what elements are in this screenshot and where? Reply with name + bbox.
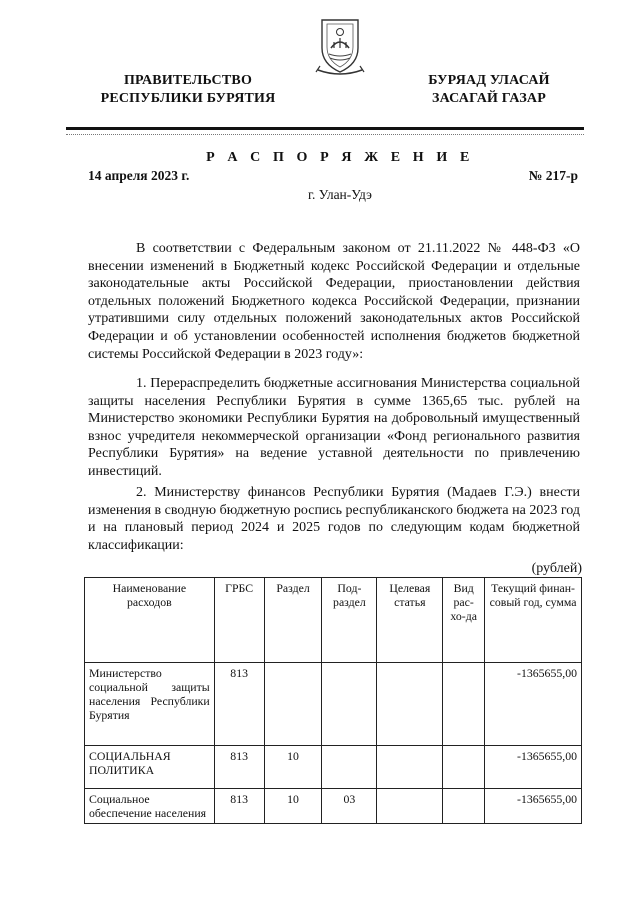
header-amount: Текущий финан-совый год, сумма (485, 578, 582, 663)
cell-subsection (322, 663, 377, 746)
cell-grbs: 813 (214, 789, 264, 824)
preamble-paragraph: В соответствии с Федеральным законом от 21.11.2022 № 448-ФЗ «О внесении изменений в Бюджетный кодекс Российской Федерации и отдельные законодательные акты Российской Федерации, приостановлении действия отдельных положений Бюджетного кодекса Российской Федерации, признании утратившими силу отдельных положений законодательных актов Российской Федерации и об установлении особенностей исполнения бюджетов бюджетной системы Российской Федерации в 2023 году»: (88, 241, 580, 362)
cell-section: 10 (264, 746, 322, 789)
document-date: 14 апреля 2023 г. (88, 168, 190, 183)
document-city: г. Улан-Удэ (308, 187, 372, 202)
table-unit-label: (рублей) (531, 561, 582, 576)
cell-target (377, 789, 443, 824)
cell-target (377, 746, 443, 789)
coat-of-arms-icon (314, 14, 366, 76)
cell-target (377, 663, 443, 746)
header-name: Наименование расходов (85, 578, 215, 663)
cell-subsection (322, 746, 377, 789)
table-row (85, 789, 582, 824)
document-number: № 217-р (528, 168, 578, 183)
item-2-paragraph: 2. Министерству финансов Республики Бурятия (Мадаев Г.Э.) внести изменения в сводную бюджетную роспись республиканского бюджета на 2023 год и на плановый период 2024 и 2025 годов по следующим кодам бюджетной классификации: (88, 485, 580, 553)
item-1-paragraph: 1. Перераспределить бюджетные ассигнования Министерства социальной защиты населения Республики Бурятия в сумме 1365,65 тыс. рублей на Министерство экономики Республики Бурятия на добровольный имущественный взнос учредителя некоммерческой организации «Фонд регионального развития Республики Бурятия» на ведение уставной деятельности по привлечению инвестиций. (88, 376, 580, 479)
cell-section: 10 (264, 789, 322, 824)
table-header-row (85, 578, 582, 663)
cell-expense-type (443, 789, 485, 824)
cell-amount: -1365655,00 (485, 789, 582, 824)
cell-grbs: 813 (214, 663, 264, 746)
table-row (85, 663, 582, 746)
document-type-title: Р А С П О Р Я Ж Е Н И Е (206, 150, 474, 165)
header-divider-dotted (66, 134, 584, 135)
cell-name: Министерство социальной защиты населения Республики Бурятия (85, 663, 215, 746)
cell-amount: -1365655,00 (485, 746, 582, 789)
cell-section (264, 663, 322, 746)
cell-expense-type (443, 663, 485, 746)
header-divider (66, 127, 584, 130)
header-grbs: ГРБС (214, 578, 264, 663)
budget-table (84, 577, 582, 824)
cell-grbs: 813 (214, 746, 264, 789)
header-section: Раздел (264, 578, 322, 663)
org-name-line2: РЕСПУБЛИКИ БУРЯТИЯ (100, 91, 276, 106)
cell-name: Социальное обеспечение населения (85, 789, 215, 824)
cell-name: СОЦИАЛЬНАЯ ПОЛИТИКА (85, 746, 215, 789)
org-name-line1: ПРАВИТЕЛЬСТВО (123, 73, 253, 88)
cell-amount: -1365655,00 (485, 663, 582, 746)
org-name-buryat (404, 72, 574, 108)
cell-expense-type (443, 746, 485, 789)
header-target: Целевая статья (377, 578, 443, 663)
org-name-buryat-line1: БУРЯАД УЛАСАЙ (428, 73, 550, 88)
table-row (85, 746, 582, 789)
org-name-russian (88, 72, 288, 108)
header-subsection: Под-раздел (322, 578, 377, 663)
cell-subsection: 03 (322, 789, 377, 824)
org-name-buryat-line2: ЗАСАГАЙ ГАЗАР (431, 91, 546, 106)
header-expense-type: Вид рас-хо-да (443, 578, 485, 663)
